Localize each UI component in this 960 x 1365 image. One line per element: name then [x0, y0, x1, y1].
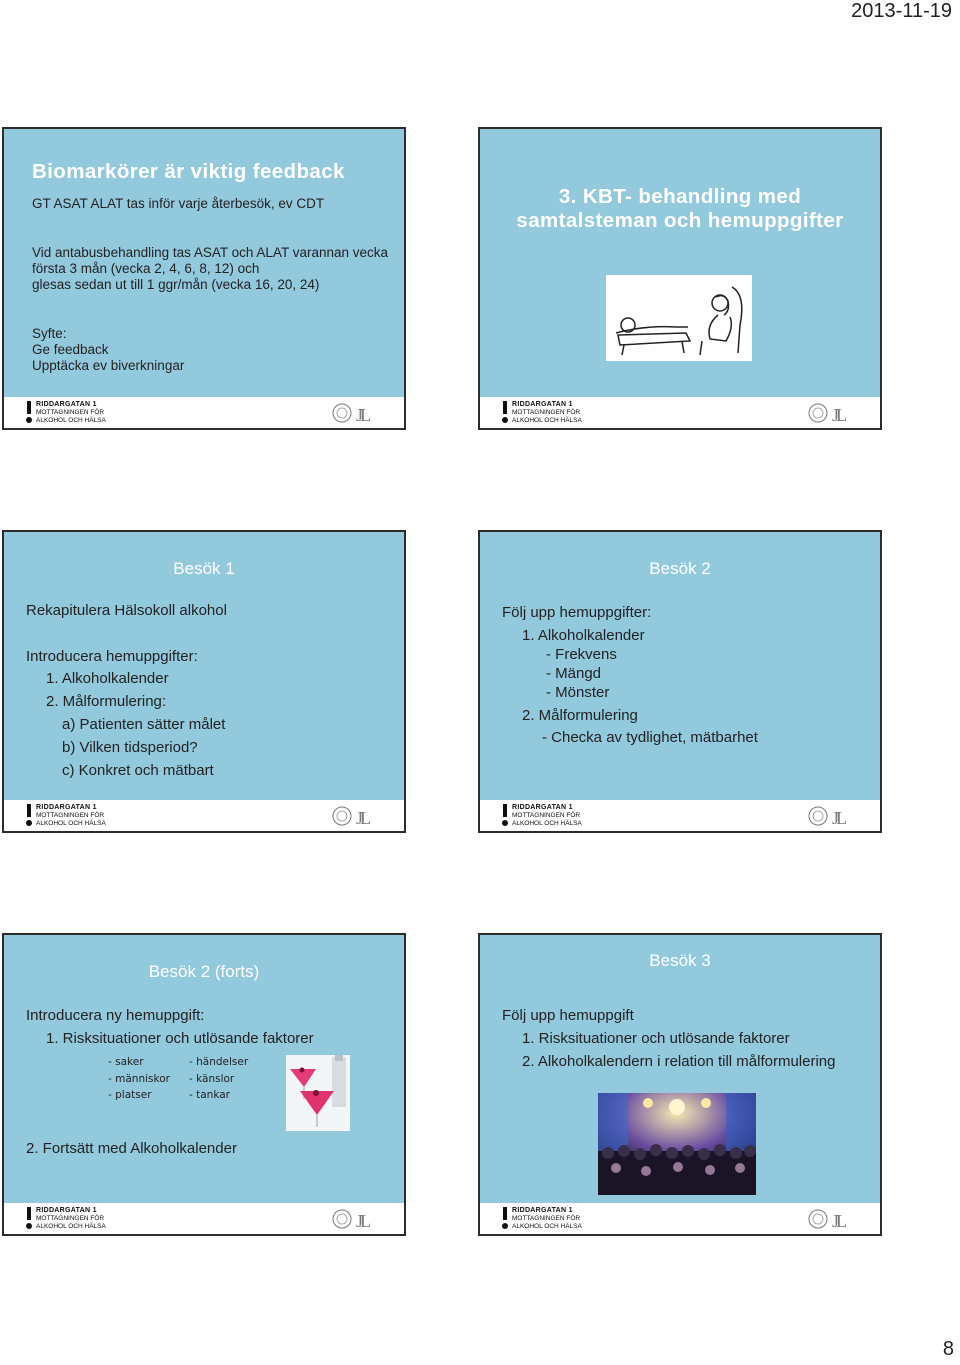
slide-text: första 3 mån (vecka 2, 4, 6, 8, 12) och — [32, 261, 260, 276]
slide-title: Besök 2 — [649, 559, 711, 578]
slide-text: Upptäcka ev biverkningar — [32, 358, 185, 373]
sub-item: - känslor — [189, 1073, 235, 1085]
slide-footer — [480, 397, 880, 428]
page-date: 2013-11-19 — [851, 0, 952, 22]
slide-footer — [480, 800, 880, 831]
slide-kbt — [478, 127, 882, 430]
therapy-sketch-image — [606, 275, 752, 361]
jl-logo: JL — [808, 805, 854, 827]
slide-line: Introducera hemuppgifter: — [26, 648, 198, 665]
sub-item: - platser — [108, 1089, 152, 1101]
riddargatan-logo: RIDDARGATAN 1 MOTTAGNINGEN FÖR ALKOHOL OCH HÄLSA — [502, 401, 602, 425]
slide-footer — [4, 397, 404, 428]
slide-title: 3. KBT- behandling med — [558, 185, 802, 208]
cocktails-image — [286, 1055, 350, 1131]
slide-line: 2. Fortsätt med Alkoholkalender — [26, 1140, 237, 1157]
riddargatan-logo: RIDDARGATAN 1 MOTTAGNINGEN FÖR ALKOHOL OCH HÄLSA — [26, 804, 126, 828]
slide-besok-2 — [478, 530, 882, 833]
slide-line: - Mängd — [546, 665, 602, 682]
slide-text: glesas sedan ut till 1 ggr/mån (vecka 16, 20, 24) — [32, 277, 320, 292]
slide-line: - Mönster — [546, 684, 610, 701]
slide-text: Ge feedback — [32, 342, 109, 357]
jl-logo: JL — [332, 402, 378, 424]
riddargatan-logo: RIDDARGATAN 1 MOTTAGNINGEN FÖR ALKOHOL OCH HÄLSA — [26, 401, 126, 425]
jl-logo: JL — [808, 402, 854, 424]
slide-line: 1. Alkoholkalender — [46, 670, 169, 687]
slide-line: 1. Alkoholkalender — [522, 627, 645, 644]
jl-logo: JL — [332, 805, 378, 827]
sub-item: - tankar — [189, 1089, 230, 1101]
party-crowd-image — [598, 1093, 756, 1195]
slide-line: - Frekvens — [546, 646, 617, 663]
slide-line: - Checka av tydlighet, mätbarhet — [542, 729, 758, 746]
riddargatan-logo: RIDDARGATAN 1 MOTTAGNINGEN FÖR ALKOHOL OCH HÄLSA — [26, 1207, 126, 1231]
slide-line: Följ upp hemuppgifter: — [502, 604, 652, 621]
slide-line: 2. Målformulering: — [46, 693, 167, 710]
slide-footer — [480, 1203, 880, 1234]
riddargatan-logo: RIDDARGATAN 1 MOTTAGNINGEN FÖR ALKOHOL OCH HÄLSA — [502, 804, 602, 828]
slide-line: Följ upp hemuppgift — [502, 1007, 634, 1024]
slide-text: Vid antabusbehandling tas ASAT och ALAT varannan vecka — [32, 245, 389, 260]
slide-line: 1. Risksituationer och utlösande faktorer — [522, 1030, 790, 1047]
slide-line: 2. Målformulering — [522, 707, 638, 724]
slide-biomarkers — [2, 127, 406, 430]
slide-line: c) Konkret och mätbart — [62, 762, 214, 779]
page-number: 8 — [942, 1338, 954, 1360]
slide-title: Besök 1 — [173, 559, 235, 578]
jl-logo: JL — [332, 1208, 378, 1230]
riddargatan-logo: RIDDARGATAN 1 MOTTAGNINGEN FÖR ALKOHOL OCH HÄLSA — [502, 1207, 602, 1231]
sub-item: - människor — [108, 1073, 170, 1085]
slide-line: Introducera ny hemuppgift: — [26, 1007, 205, 1024]
sub-item: - saker — [108, 1056, 144, 1068]
slide-line: b) Vilken tidsperiod? — [62, 739, 198, 756]
slide-line: Rekapitulera Hälsokoll alkohol — [26, 602, 227, 619]
slide-text: Syfte: — [32, 326, 67, 341]
jl-logo: JL — [808, 1208, 854, 1230]
slide-title: Besök 3 — [649, 951, 711, 970]
sub-item: - händelser — [189, 1056, 249, 1068]
slide-title: Besök 2 (forts) — [148, 962, 260, 981]
slide-text: GT ASAT ALAT tas inför varje återbesök, ev CDT — [32, 196, 325, 211]
slide-line: a) Patienten sätter målet — [62, 716, 226, 733]
slide-title: Biomarkörer är viktig feedback — [32, 160, 345, 183]
slide-besok-3 — [478, 933, 882, 1236]
slide-title: samtalsteman och hemuppgifter — [516, 209, 844, 232]
slide-besok-1 — [2, 530, 406, 833]
slide-besok-2-forts — [2, 933, 406, 1236]
slide-footer — [4, 800, 404, 831]
slide-line: 2. Alkoholkalendern i relation till målformulering — [522, 1053, 836, 1070]
slide-line: 1. Risksituationer och utlösande faktorer — [46, 1030, 314, 1047]
slide-footer — [4, 1203, 404, 1234]
